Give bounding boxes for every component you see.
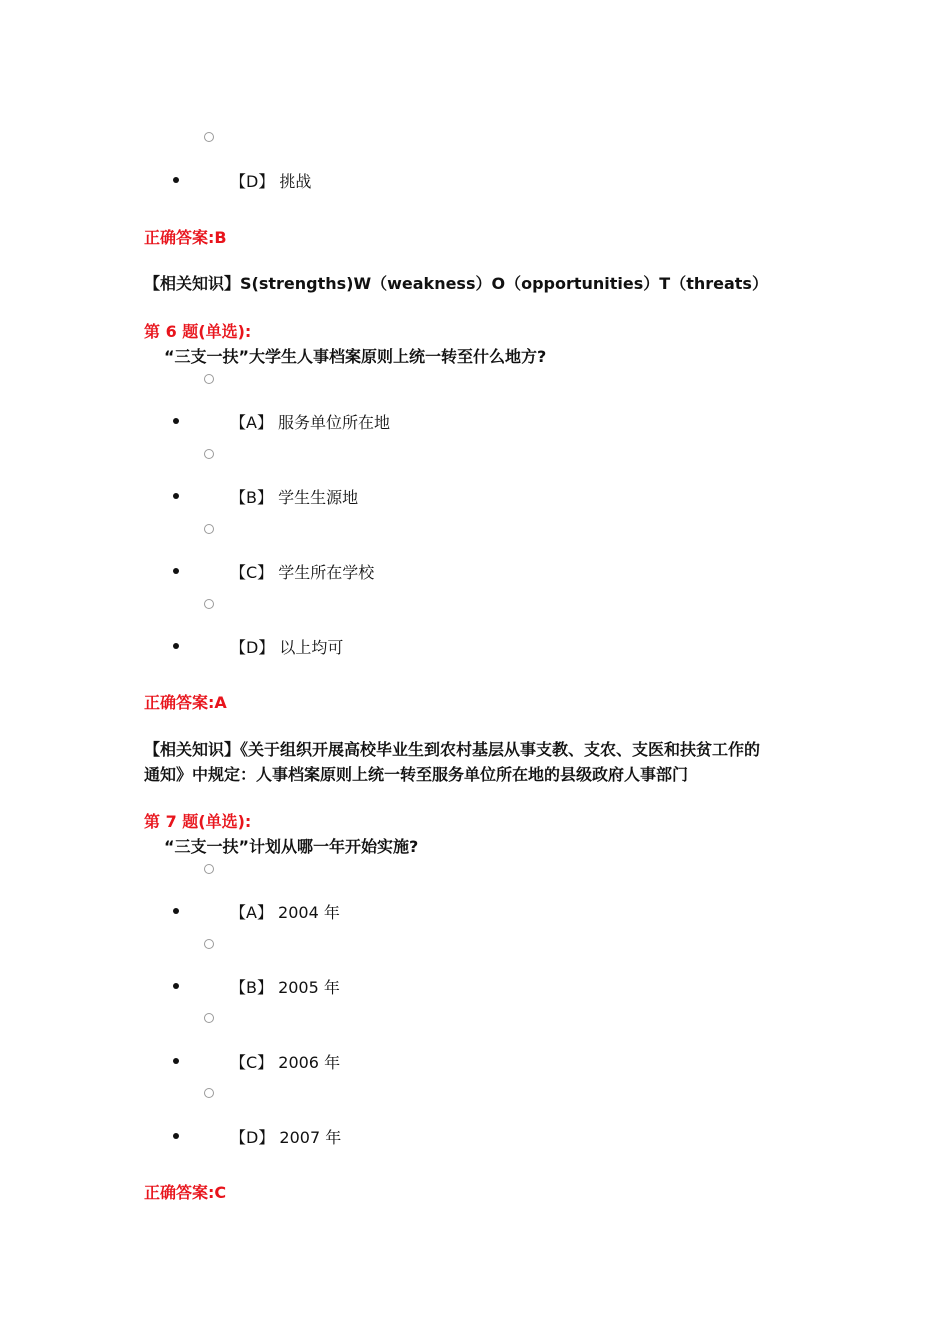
bullet-icon bbox=[173, 177, 179, 183]
bullet-icon bbox=[173, 568, 179, 574]
option-q7-b: 【B】 2005 年 bbox=[230, 978, 340, 997]
bullet-icon bbox=[173, 643, 179, 649]
question-7-text: “三支一扶”计划从哪一年开始实施? bbox=[164, 837, 419, 856]
option-q6-b: 【B】 学生生源地 bbox=[230, 488, 359, 507]
radio-button-q6-d[interactable] bbox=[204, 599, 214, 609]
option-q6-d: 【D】 以上均可 bbox=[230, 638, 344, 657]
related-knowledge-q6-line2: 通知》中规定：人事档案原则上统一转至服务单位所在地的县级政府人事部门 bbox=[144, 765, 689, 784]
bullet-icon bbox=[173, 908, 179, 914]
question-7-title: 第 7 题(单选): bbox=[144, 812, 252, 831]
radio-button-q6-c[interactable] bbox=[204, 524, 214, 534]
option-q5-d: 【D】 挑战 bbox=[230, 172, 312, 191]
radio-button-q5-d[interactable] bbox=[204, 132, 214, 142]
option-q6-a: 【A】 服务单位所在地 bbox=[230, 413, 391, 432]
option-q7-d: 【D】 2007 年 bbox=[230, 1128, 342, 1147]
question-6-title: 第 6 题(单选): bbox=[144, 322, 252, 341]
correct-answer-q6: 正确答案:A bbox=[144, 693, 227, 712]
radio-button-q7-d[interactable] bbox=[204, 1088, 214, 1098]
radio-button-q7-a[interactable] bbox=[204, 864, 214, 874]
related-knowledge-q6-line1: 【相关知识】《关于组织开展高校毕业生到农村基层从事支教、支农、支医和扶贫工作的 bbox=[144, 740, 761, 759]
option-q7-c: 【C】 2006 年 bbox=[230, 1053, 341, 1072]
radio-button-q6-a[interactable] bbox=[204, 374, 214, 384]
question-6-text: “三支一扶”大学生人事档案原则上统一转至什么地方? bbox=[164, 347, 547, 366]
bullet-icon bbox=[173, 418, 179, 424]
radio-button-q6-b[interactable] bbox=[204, 449, 214, 459]
radio-button-q7-c[interactable] bbox=[204, 1013, 214, 1023]
related-knowledge-q5: 【相关知识】S(strengths)W（weakness）O（opportunities）T（threats） bbox=[144, 274, 768, 293]
correct-answer-q5: 正确答案:B bbox=[144, 228, 227, 247]
bullet-icon bbox=[173, 1058, 179, 1064]
correct-answer-q7: 正确答案:C bbox=[144, 1183, 227, 1202]
bullet-icon bbox=[173, 493, 179, 499]
radio-button-q7-b[interactable] bbox=[204, 939, 214, 949]
bullet-icon bbox=[173, 983, 179, 989]
bullet-icon bbox=[173, 1133, 179, 1139]
option-q7-a: 【A】 2004 年 bbox=[230, 903, 340, 922]
option-q6-c: 【C】 学生所在学校 bbox=[230, 563, 375, 582]
